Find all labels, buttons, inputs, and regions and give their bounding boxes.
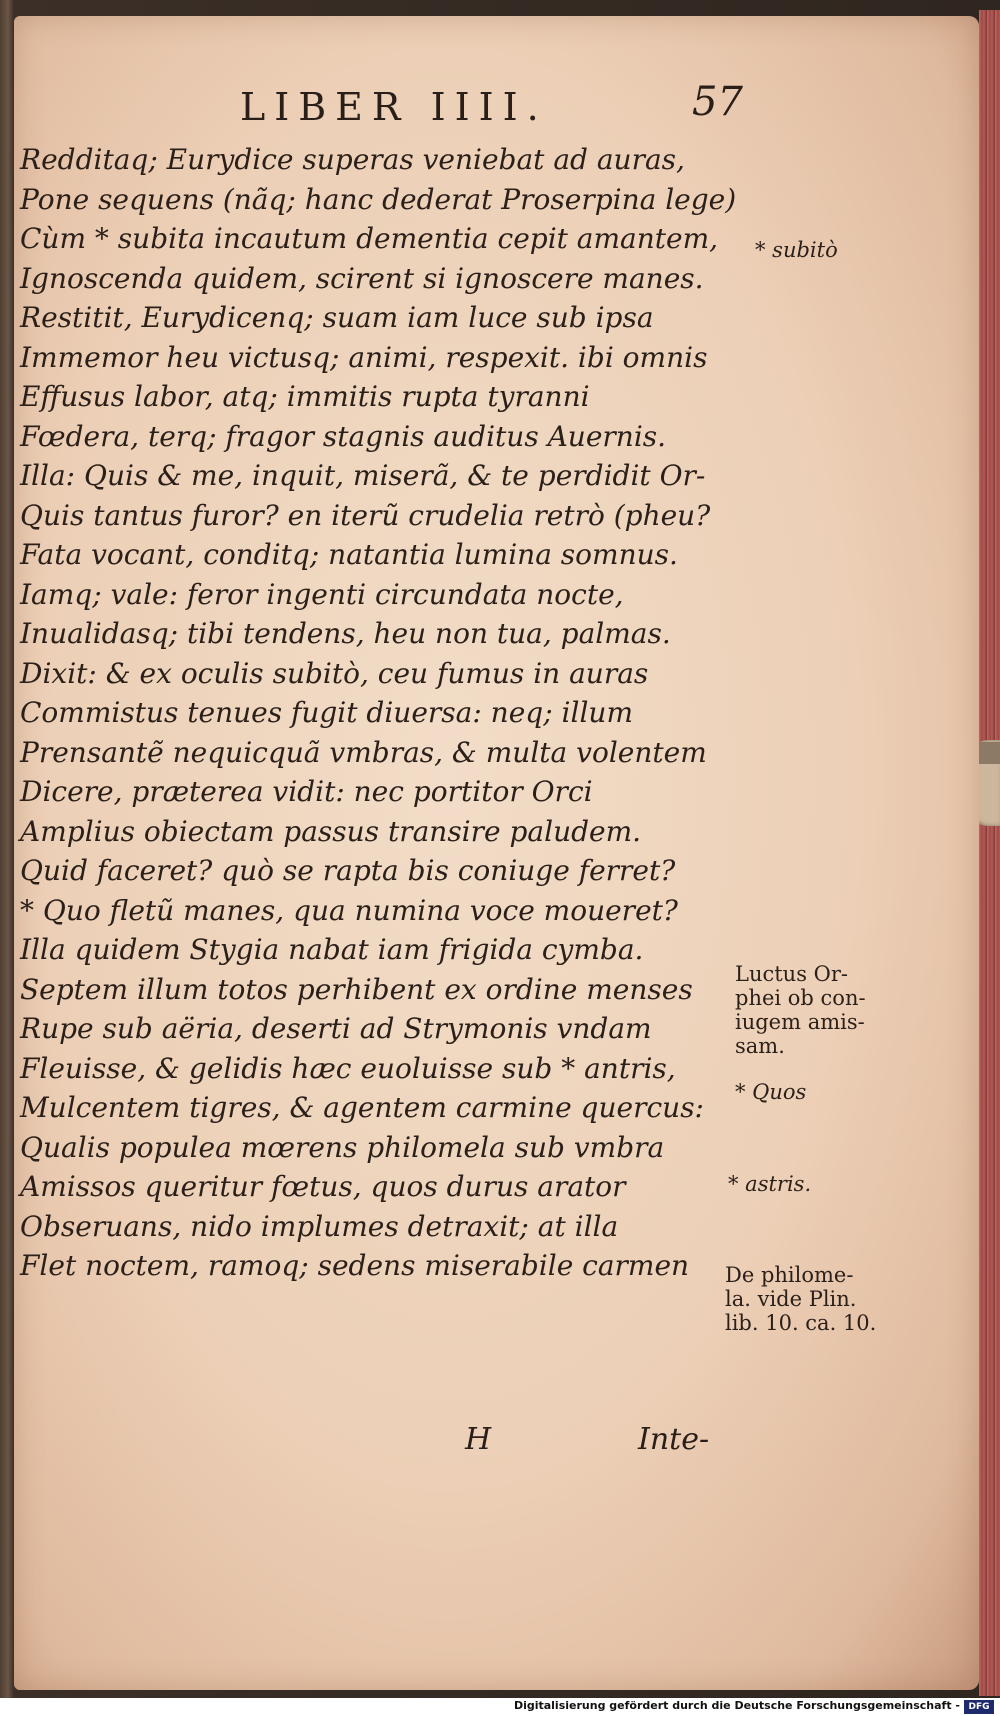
margin-note-line: iugem amis-: [735, 1010, 865, 1034]
margin-note-line: phei ob con-: [735, 986, 866, 1010]
margin-note-line: De philome-: [725, 1263, 854, 1287]
catchword: Inte-: [638, 1422, 710, 1457]
signature-mark: H: [465, 1422, 492, 1457]
verse-line: Qualis populea mœrens philomela sub vmbra: [20, 1130, 665, 1164]
verse-line: Dicere, præterea vidit: nec portitor Orci: [20, 775, 593, 808]
margin-note-astris: * astris.: [728, 1172, 812, 1196]
verse-line: Obseruans, nido implumes detraxit; at illa: [20, 1209, 619, 1243]
verse-line: Quis tantus furor? en iterũ crudelia retrò (pheu?: [20, 498, 711, 532]
verse-line: Fleuisse, & gelidis hæc euoluisse sub * antris,: [20, 1051, 676, 1085]
margin-note-line: sam.: [735, 1034, 785, 1058]
verse-line: Amplius obiectam passus transire paludem.: [20, 814, 642, 848]
margin-note-philomela: [725, 1263, 876, 1335]
verse-line: Redditaq; Eurydice superas veniebat ad auras,: [20, 143, 685, 176]
verse-line: Septem illum totos perhibent ex ordine menses: [20, 972, 693, 1006]
margin-note-luctus: [735, 962, 866, 1058]
margin-note-line: lib. 10. ca. 10.: [725, 1311, 877, 1335]
margin-note-subito: * subitò: [755, 238, 838, 262]
verse-line: Flet noctem, ramoq; sedens miserabile carmen: [20, 1249, 690, 1282]
verse-line: Fata vocant, conditq; natantia lumina somnus.: [20, 538, 678, 571]
verse-line: Amissos queritur fœtus, quos durus arator: [20, 1170, 626, 1203]
verse-line: Prensantẽ nequicquã vmbras, & multa volentem: [20, 735, 707, 769]
page-header: [0, 79, 1000, 135]
verse-line: Cùm * subita incautum dementia cepit amantem,: [20, 222, 719, 255]
verse-line: Dixit: & ex oculis subitò, ceu fumus in auras: [20, 656, 649, 690]
verse-line: Pone sequens (nãq; hanc dederat Proserpina lege): [20, 182, 737, 216]
margin-note-quos: * Quos: [735, 1080, 807, 1104]
page-edge: [979, 10, 1000, 1696]
verse-line: Quid faceret? quò se rapta bis coniuge ferret?: [20, 854, 676, 887]
running-head: LIBER IIII.: [240, 85, 548, 129]
folio-number: 57: [692, 79, 743, 125]
verse-line: Commistus tenues fugit diuersa: neq; illum: [20, 696, 633, 729]
verse-line: Ignoscenda quidem, scirent si ignoscere manes.: [20, 261, 704, 295]
verse-line: Iamq; vale: feror ingenti circundata nocte,: [20, 577, 624, 611]
verse-line: Illa quidem Stygia nabat iam frigida cymba.: [20, 933, 644, 966]
verse-block: [20, 140, 740, 1286]
verse-line: Rupe sub aëria, deserti ad Strymonis vndam: [20, 1012, 652, 1045]
verse-line: Effusus labor, atq; immitis rupta tyranni: [20, 380, 590, 413]
verse-line: Immemor heu victusq; animi, respexit. ibi omnis: [20, 340, 708, 374]
margin-note-line: la. vide Plin.: [725, 1287, 857, 1311]
verse-line: Mulcentem tigres, & agentem carmine quercus:: [20, 1091, 704, 1124]
verse-line: Fœdera, terq; fragor stagnis auditus Auernis.: [20, 419, 667, 453]
verse-line: * Quo fletũ manes, qua numina voce moueret?: [20, 893, 678, 927]
funding-credit: Digitalisierung gefördert durch die Deutsche Forschungsgemeinschaft -: [513, 1699, 960, 1712]
verse-line: Restitit, Eurydicenq; suam iam luce sub ipsa: [20, 301, 654, 334]
verse-line: Illa: Quis & me, inquit, miserã, & te perdidit Or-: [20, 459, 706, 492]
dfg-logo: DFG: [964, 1700, 994, 1714]
margin-note-line: Luctus Or-: [735, 962, 848, 986]
verse-line: Inualidasq; tibi tendens, heu non tua, palmas.: [20, 617, 671, 650]
